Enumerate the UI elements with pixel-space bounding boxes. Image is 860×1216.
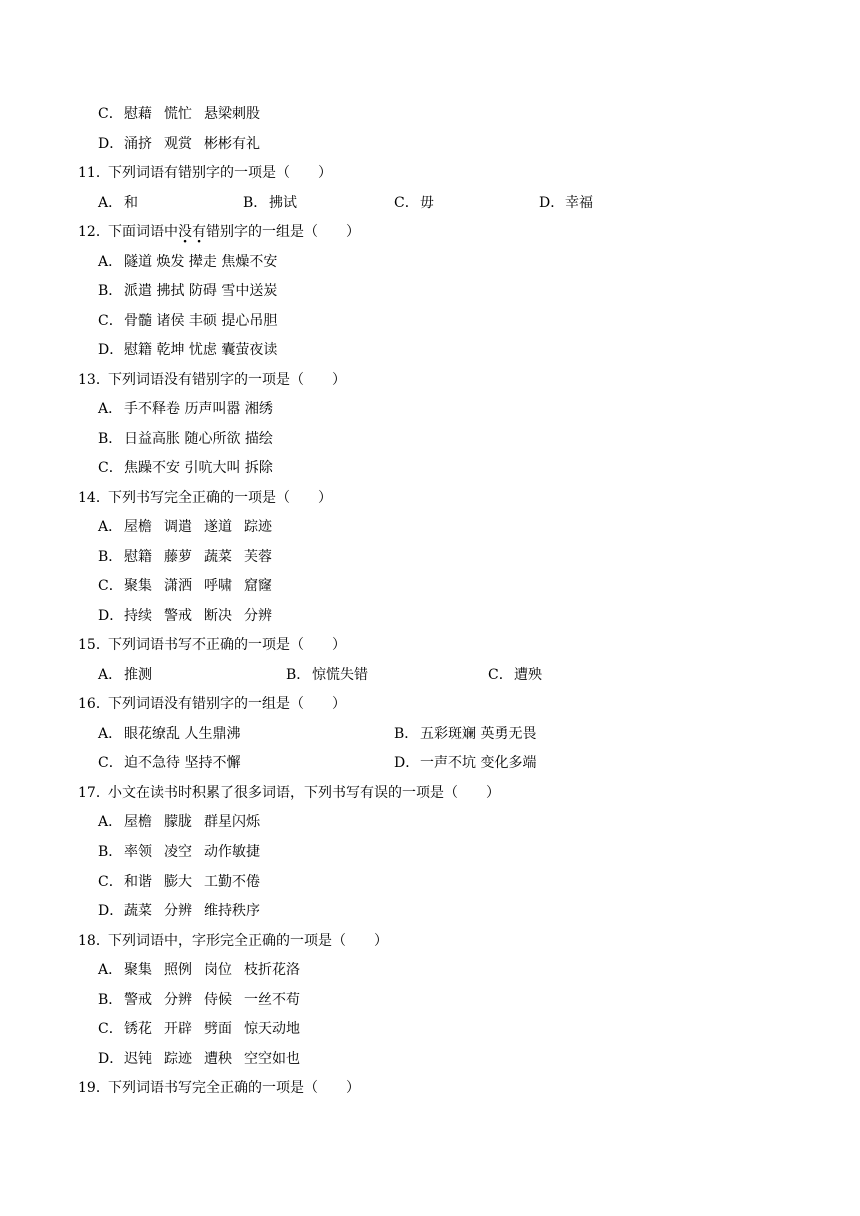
option-word: 呼啸 — [204, 578, 232, 595]
option-word: 凌空 — [164, 844, 192, 860]
option-label: A． — [98, 194, 123, 211]
option-word: 断决 — [204, 607, 232, 624]
option-line[interactable] — [98, 841, 260, 863]
option-label: C． — [98, 1021, 123, 1038]
option-line[interactable] — [98, 871, 260, 893]
question-text: 下面词语中 — [108, 224, 178, 241]
option-text: 拂试 — [269, 194, 297, 211]
option-label: D． — [394, 755, 420, 772]
option-word: 和谐 — [124, 873, 152, 890]
option-word: 枝折花洛 — [244, 962, 300, 979]
option-text: 遭殃 — [514, 666, 542, 683]
option-word: 潇洒 — [164, 578, 192, 595]
emphasis-char: 没 — [178, 224, 192, 241]
option-line[interactable] — [98, 457, 273, 479]
option-word: 动作敏捷 — [204, 844, 260, 860]
question-number: 15． — [78, 637, 110, 654]
option-label: C． — [98, 755, 123, 772]
option-label: B． — [98, 283, 123, 300]
option-text: 惊慌失错 — [312, 666, 368, 683]
option-cell[interactable] — [98, 723, 240, 745]
option-line[interactable] — [98, 546, 272, 568]
option-row — [0, 723, 860, 745]
option-label: B． — [394, 725, 419, 742]
option-word: 观赏 — [164, 135, 192, 152]
question-line — [78, 930, 388, 952]
emphasized-text — [178, 224, 206, 240]
option-word: 屋檐 — [124, 814, 152, 831]
option-line[interactable] — [98, 133, 260, 155]
question-text: 下列词语没有错别字的一组是（ ） — [108, 696, 346, 713]
option-word: 屋檐 — [124, 519, 152, 536]
question-text: 小文在读书时积累了很多词语，下列书写有误的一项是（ ） — [108, 784, 500, 801]
option-label: C． — [98, 578, 123, 595]
option-word: 警戒 — [164, 607, 192, 624]
option-text: 骨髓 诸侯 丰硕 提心吊胆 — [124, 312, 278, 329]
option-label: D． — [98, 1050, 124, 1067]
emphasis-char: 有 — [192, 224, 206, 241]
option-word: 遂道 — [204, 519, 232, 536]
option-label: A． — [98, 401, 123, 418]
option-line[interactable] — [98, 310, 277, 332]
option-text: 派遣 拂拭 防碍 雪中送炭 — [124, 283, 278, 300]
question-text: 下列词语中，字形完全正确的一项是（ ） — [108, 932, 388, 949]
question-line — [78, 1077, 360, 1099]
option-text: 幸福 — [565, 194, 593, 211]
option-word: 持续 — [124, 607, 152, 624]
option-label: B． — [286, 666, 311, 683]
option-word: 空空如也 — [244, 1050, 300, 1067]
option-line[interactable] — [98, 959, 300, 981]
option-label: B． — [98, 548, 123, 565]
question-text: 下列词语书写不正确的一项是（ ） — [108, 637, 346, 654]
option-label: C． — [98, 106, 123, 122]
question-number: 11． — [78, 165, 110, 182]
option-label: C． — [98, 460, 123, 477]
question-line — [78, 369, 346, 391]
option-row — [0, 192, 860, 214]
option-word: 涌挤 — [124, 135, 152, 152]
question-line — [78, 634, 346, 656]
option-word: 侍候 — [204, 991, 232, 1008]
option-cell[interactable] — [488, 664, 542, 686]
option-line[interactable] — [98, 339, 277, 361]
option-word: 群星闪烁 — [204, 814, 260, 831]
option-label: B． — [98, 430, 123, 447]
option-line[interactable] — [98, 1048, 300, 1070]
option-label: B． — [98, 991, 123, 1008]
option-word: 彬彬有礼 — [204, 135, 260, 152]
option-word: 蔬菜 — [124, 903, 152, 920]
option-word: 锈花 — [124, 1021, 152, 1038]
question-text: 下列词语书写完全正确的一项是（ ） — [108, 1080, 360, 1097]
option-label: C． — [394, 194, 419, 211]
question-number: 19． — [78, 1080, 110, 1097]
option-label: D． — [98, 607, 124, 624]
option-word: 警戒 — [124, 991, 152, 1008]
option-label: A． — [98, 253, 123, 270]
option-word: 蔬菜 — [204, 548, 232, 565]
option-label: A． — [98, 962, 123, 979]
question-line — [78, 162, 332, 184]
option-line[interactable] — [98, 398, 273, 420]
option-word: 膨大 — [164, 873, 192, 890]
question-text: 下列词语没有错别字的一项是（ ） — [108, 371, 346, 388]
option-word: 聚集 — [124, 962, 152, 979]
option-line[interactable] — [98, 575, 272, 597]
option-line[interactable] — [98, 1018, 300, 1040]
option-line[interactable] — [98, 103, 260, 125]
question-text: 下列词语有错别字的一项是（ ） — [108, 165, 332, 182]
option-text: 一声不坑 变化多端 — [420, 755, 537, 772]
option-word: 分辨 — [164, 903, 192, 920]
option-label: A． — [98, 814, 123, 831]
option-word: 藤萝 — [164, 548, 192, 565]
option-text: 手不释卷 历声叫嚣 湘绣 — [124, 401, 273, 418]
option-label: B． — [98, 844, 123, 860]
option-text: 焦躁不安 引吭大叫 拆除 — [124, 460, 273, 477]
option-label: C． — [98, 873, 123, 890]
option-word: 迟钝 — [124, 1050, 152, 1067]
option-word: 惊天动地 — [244, 1021, 300, 1038]
question-text: 错别字的一组是（ ） — [206, 224, 360, 241]
option-line[interactable] — [98, 811, 260, 833]
option-text: 迫不急待 坚持不懈 — [124, 755, 241, 772]
option-line[interactable] — [98, 989, 300, 1011]
option-word: 踪迹 — [244, 519, 272, 536]
option-word: 芙蓉 — [244, 548, 272, 565]
option-label: D． — [98, 342, 124, 359]
question-line — [78, 487, 332, 509]
option-word: 慌忙 — [164, 106, 192, 122]
option-word: 维持秩序 — [204, 903, 260, 920]
question-line — [78, 221, 360, 243]
option-label: C． — [488, 666, 513, 683]
question-number: 13． — [78, 371, 110, 388]
option-text: 慰籍 乾坤 忧虑 囊萤夜读 — [124, 342, 278, 359]
question-number: 14． — [78, 489, 110, 506]
question-text: 下列书写完全正确的一项是（ ） — [108, 489, 332, 506]
option-word: 调遣 — [164, 519, 192, 536]
option-line[interactable] — [98, 900, 260, 922]
option-text: 隧道 焕发 撵走 焦燥不安 — [124, 253, 278, 270]
question-number: 18． — [78, 932, 110, 949]
option-label: B． — [243, 194, 268, 211]
option-line[interactable] — [98, 251, 277, 273]
option-row — [0, 752, 860, 774]
option-cell[interactable] — [243, 192, 297, 214]
question-number: 12． — [78, 224, 110, 241]
option-word: 岗位 — [204, 962, 232, 979]
question-line — [78, 693, 346, 715]
option-line[interactable] — [98, 605, 272, 627]
option-word: 悬梁刺股 — [204, 106, 260, 122]
option-label: A． — [98, 725, 123, 742]
option-word: 工勤不倦 — [204, 873, 260, 890]
question-number: 16． — [78, 696, 110, 713]
option-word: 踪迹 — [164, 1050, 192, 1067]
option-word: 窟窿 — [244, 578, 272, 595]
option-label: A． — [98, 666, 123, 683]
option-word: 慰籍 — [124, 548, 152, 565]
option-word: 遭秧 — [204, 1050, 232, 1067]
option-line[interactable] — [98, 428, 273, 450]
option-cell[interactable] — [394, 723, 536, 745]
option-word: 分辨 — [164, 991, 192, 1008]
option-word: 率领 — [124, 844, 152, 860]
question-line — [78, 782, 500, 804]
option-cell[interactable] — [394, 192, 434, 214]
option-cell[interactable] — [286, 664, 368, 686]
option-text: 推测 — [124, 666, 152, 683]
option-row — [0, 664, 860, 686]
option-word: 聚集 — [124, 578, 152, 595]
option-word: 朦胧 — [164, 814, 192, 831]
option-text: 毋 — [420, 194, 434, 211]
option-line[interactable] — [98, 516, 272, 538]
option-word: 开辟 — [164, 1021, 192, 1038]
option-label: D． — [98, 903, 124, 920]
option-label: D． — [539, 194, 565, 211]
option-text: 和 — [124, 194, 138, 211]
option-cell[interactable] — [539, 192, 593, 214]
option-word: 分辨 — [244, 607, 272, 624]
option-text: 五彩斑斓 英勇无畏 — [420, 725, 537, 742]
option-label: D． — [98, 135, 124, 152]
option-cell[interactable] — [98, 752, 240, 774]
option-text: 眼花缭乱 人生鼎沸 — [124, 725, 241, 742]
option-text: 日益高胀 随心所欲 描绘 — [124, 430, 273, 447]
option-word: 一丝不苟 — [244, 991, 300, 1008]
option-label: A． — [98, 519, 123, 536]
option-word: 照例 — [164, 962, 192, 979]
option-word: 劈面 — [204, 1021, 232, 1038]
option-cell[interactable] — [98, 192, 138, 214]
option-label: C． — [98, 312, 123, 329]
option-line[interactable] — [98, 280, 277, 302]
option-cell[interactable] — [98, 664, 152, 686]
question-number: 17． — [78, 784, 110, 801]
option-word: 慰藉 — [124, 106, 152, 122]
option-cell[interactable] — [394, 752, 536, 774]
